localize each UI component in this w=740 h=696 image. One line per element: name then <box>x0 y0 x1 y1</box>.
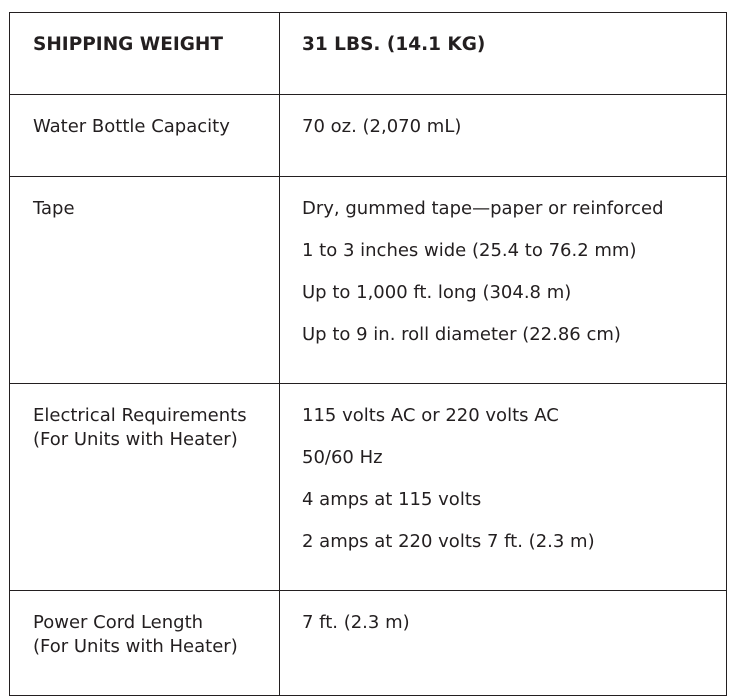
row-value-cell <box>280 384 727 591</box>
row-label: Water Bottle Capacity <box>33 116 230 137</box>
row-label-note: (For Units with Heater) <box>33 429 238 450</box>
row-value-cell <box>280 95 727 177</box>
row-value: 1 to 3 inches wide (25.4 to 76.2 mm) <box>302 240 637 261</box>
row-label: Electrical Requirements <box>33 405 247 426</box>
table-row <box>10 384 727 591</box>
row-value-cell <box>280 177 727 384</box>
row-label-cell <box>10 177 280 384</box>
table-row <box>10 591 727 696</box>
table-header-row <box>10 13 727 95</box>
row-label-cell <box>10 591 280 696</box>
row-value-cell <box>280 591 727 696</box>
table-row <box>10 177 727 384</box>
row-label: Tape <box>33 198 75 219</box>
row-label-cell <box>10 95 280 177</box>
row-value: 115 volts AC or 220 volts AC <box>302 405 559 426</box>
row-value: 2 amps at 220 volts 7 ft. (2.3 m) <box>302 531 595 552</box>
row-value: Dry, gummed tape—paper or reinforced <box>302 198 664 219</box>
shipping-weight-value: 31 LBS. (14.1 KG) <box>280 13 727 95</box>
table-row <box>10 95 727 177</box>
shipping-weight-label: SHIPPING WEIGHT <box>10 13 280 95</box>
row-value: 50/60 Hz <box>302 447 383 468</box>
row-label: Power Cord Length <box>33 612 204 633</box>
row-value: 7 ft. (2.3 m) <box>302 612 410 633</box>
specifications-table <box>9 12 727 696</box>
row-value: 70 oz. (2,070 mL) <box>302 116 462 137</box>
row-value: 4 amps at 115 volts <box>302 489 482 510</box>
row-value: Up to 9 in. roll diameter (22.86 cm) <box>302 324 621 345</box>
row-label-note: (For Units with Heater) <box>33 636 238 657</box>
row-value: Up to 1,000 ft. long (304.8 m) <box>302 282 572 303</box>
row-label-cell <box>10 384 280 591</box>
